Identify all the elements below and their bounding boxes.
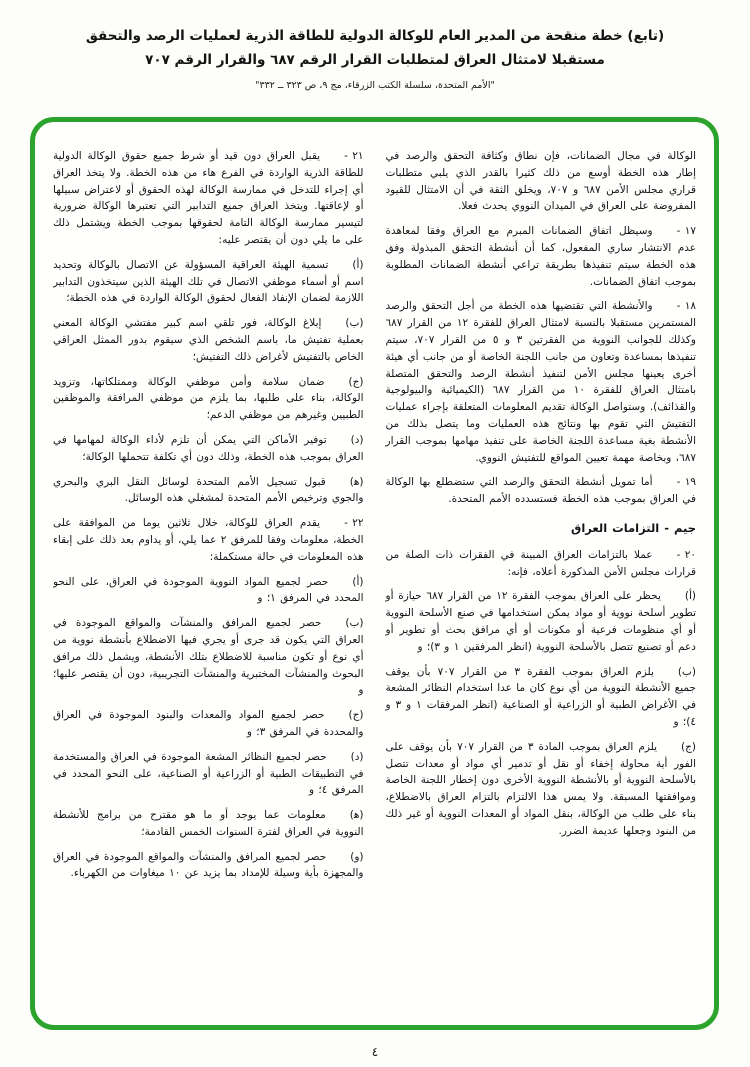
paragraph-label: (و)	[350, 850, 364, 863]
paragraph-label: (د)	[350, 433, 364, 446]
column-right	[386, 148, 697, 1007]
paragraph-label: (ب)	[677, 665, 696, 678]
paragraph: ١٨ -والأنشطة التي تقتضيها هذه الخطة من أجل التحقق والرصد المستمرين مستقبلا بالنسبة لامتثال العراق للفقرة ١٢ من القرار ٦٨٧ وكذلك للجوانب النووية من الفقرتين ٣ و ٥ من القرار ٧٠٧، سيتم تنفيذها بمساعدة وتعاون من جانب اللجنة الخاصة أو من جانب أي هيئة أخرى يعينها مجلس الأمن لتنفيذ أنشطة الرصد والتحقق المتصلة بامتثال العراق للفقرة ١٠ من القرار ٦٨٧ (الكيميائية والبيولوجية والقذائف). وستواصل الوكالة تقديم المعلومات المتعلقة بإجراء عمليات التفتيش التي تقوم بها ونتائج هذه العمليات وما يتصل بذلك من الأنشطة بغية مساعدة اللجنة الخاصة على تنفيذ مهامها بموجب القرار ٦٨٧، وبخاصة مهمة تعيين المواقع للتفتيش النووي.	[385, 300, 696, 464]
paragraph-label: (أ)	[352, 258, 364, 271]
header-title-line2: مستقبلا لامتثال العراق لمتطلبات القرار الرقم ٦٨٧ والقرار الرقم ٧٠٧	[145, 52, 605, 68]
paragraph: (ج)ضمان سلامة وأمن موظفي الوكالة وممتلكاتها، وتزويد الوكالة، بناء على طلبها، بما يلزم من موظفي المرافقة والموظفين الطبيين وغيرهم من موظفي الدعم؛	[53, 375, 364, 422]
header-citation: "الأمم المتحدة، سلسلة الكتب الزرقاء، مج ٩، ص ٣٢٣ ــ ٣٣٢"	[255, 80, 495, 91]
paragraph-label: (ﻫ)	[349, 809, 364, 822]
paragraph: (ب)إبلاغ الوكالة، فور تلقي اسم كبير مفتشي الوكالة المعني بعملية تفتيش ما، باسم الشخص الذي سيقوم بدور الممثل العراقي الخاص بالتفتيش لأغراض ذلك التفتيش؛	[53, 317, 364, 363]
paragraph: (و)حصر لجميع المرافق والمنشآت والمواقع الموجودة في العراق والمجهزة بأية وسيلة للإمداد بما يزيد عن ١٠ ميغاوات من الكهرباء.	[53, 850, 364, 880]
paragraph: (ب)حصر لجميع المرافق والمنشآت والمواقع الموجودة في العراق التي يكون قد جرى أو يجري فيها الاضطلاع بأنشطة نووية من أي نوع أو تكون مناسبة للاضطلاع بتلك الأنشطة، ويشمل ذلك مرافق البحوث والمنشآت المختبرية والمنشآت التجريبية، دون أن يقتصر عليها؛ و	[53, 617, 364, 697]
paragraph-label: (أ)	[352, 575, 364, 588]
paragraph-label: ١٩ -	[676, 476, 696, 489]
text-columns	[53, 148, 696, 1007]
paragraph: (أ)يحظر على العراق بموجب الفقرة ١٢ من القرار ٦٨٧ حيازة أو تطوير أسلحة نووية أو مواد يمكن استخدامها في صنع الأسلحة النووية أو أي منظومات فرعية أو مكونات أو أي مرافق بحث أو تطوير أو دعم أو تصنيع تتصل بالأسلحة النووية (انظر المرفقين ١ و ٣)؛ و	[385, 590, 696, 653]
page-number: ٤	[371, 1045, 379, 1059]
paragraph: (ج)حصر لجميع المواد والمعدات والبنود الموجودة في العراق والمحددة في المرفق ٣؛ و	[53, 709, 364, 738]
content-frame	[30, 117, 719, 1030]
paragraph-label: (ب)	[345, 317, 364, 330]
paragraph: (ب)يلزم العراق بموجب الفقرة ٣ من القرار ٧٠٧ بأن يوقف جميع الأنشطة النووية من أي نوع كان ما عدا استخدام النظائر المشعة في الأغراض الطبية أو الزراعية أو الصناعية (انظر المرفقات ١ و ٣ و ٤)؛ و	[385, 665, 696, 728]
section-heading: جيم - التزامات العراق	[571, 520, 696, 535]
paragraph-label: ٢٢ -	[344, 517, 364, 530]
paragraph: (أ)تسمية الهيئة العراقية المسؤولة عن الاتصال بالوكالة وتحديد اسم أو أسماء موظفي الاتصال في تلك الهيئة الذين سيتخذون التدابير اللازمة لضمان الإنفاذ الفعال لحقوق الوكالة الواردة في هذه الخطة؛	[53, 258, 364, 305]
document-header	[0, 0, 750, 91]
paragraph: الوكالة في مجال الضمانات، فإن نطاق وكثافة التحقق والرصد في إطار هذه الخطة أوسع من ذلك كثيرا بالقدر الذي يلبي متطلبات قراري مجلس الأمن ٦٨٧ و ٧٠٧، ويخلق الثقة في أن الامتثال للقيود المفروضة على العراق في الميدان النووي يحدث فعلا.	[385, 150, 696, 213]
paragraph: (د)توفير الأماكن التي يمكن أن تلزم لأداء الوكالة لمهامها في العراق بموجب هذه الخطة، وذلك دون أي تكلفة تتحملها الوكالة؛	[53, 433, 364, 463]
column-left	[53, 148, 364, 1007]
paragraph: (ﻫ)معلومات عما يوجد أو ما هو مقترح من برامج للأنشطة النووية في العراق لفترة السنوات الخمس القادمة؛	[53, 809, 364, 838]
paragraph-label: (ﻫ)	[349, 475, 364, 488]
paragraph-label: ١٧ -	[676, 225, 696, 238]
paragraph-label: (ج)	[681, 740, 696, 753]
paragraph-label: (أ)	[684, 590, 696, 603]
paragraph-label: ١٨ -	[676, 300, 696, 313]
paragraph: ١٧ -وسيظل اتفاق الضمانات المبرم مع العراق وفقا لمعاهدة عدم الانتشار ساري المفعول، كما أن أنشطة التحقق المبذولة وفق هذه الخطة سيتم تنفيذها بطريقة تراعي أنشطة الضمانات المطلوبة بموجب اتفاق الضمانات.	[385, 225, 696, 288]
paragraph: (أ)حصر لجميع المواد النووية الموجودة في العراق، على النحو المحدد في المرفق ١؛ و	[53, 575, 364, 605]
paragraph: ٢٢ -يقدم العراق للوكالة، خلال ثلاثين يوما من الموافقة على الخطة، معلومات وفقا للمرفق ٢ عما يلي، أو يداوم بعد ذلك على إبقاء هذه المعلومات في حالة مستكملة:	[53, 517, 364, 563]
paragraph: (ج)يلزم العراق بموجب المادة ٣ من القرار ٧٠٧ بأن يوقف على الفور أية محاولة إخفاء أو نقل أو تدمير أي مواد أو معدات تتصل بالأسلحة النووية أو بالأنشطة النووية الأخرى دون إخطار اللجنة الخاصة وموافقتها المسبقة. ولا يمس هذا الالتزام بالتزام العراق بالاضطلاع، بناء على طلب من الوكالة، بنقل المواد أو المعدات النووية أو غير ذلك من البنود وجعلها عديمة الضرر.	[385, 740, 696, 837]
header-title-line1: (تابع) خطة منقحة من المدير العام للوكالة الدولية للطاقة الذرية لعمليات الرصد والتحقق	[85, 28, 665, 44]
paragraph-label: (د)	[350, 750, 364, 763]
paragraph-label: ٢٠ -	[676, 548, 696, 561]
page-footer	[0, 1045, 750, 1059]
paragraph-label: (ج)	[348, 375, 364, 388]
paragraph: (د)حصر لجميع النظائر المشعة الموجودة في العراق والمستخدمة في التطبيقات الطبية أو الزراعية أو الصناعية، على النحو المحدد في المرفق ٤؛ و	[53, 750, 364, 797]
paragraph-label: (ب)	[345, 617, 364, 630]
paragraph-label: (ج)	[348, 709, 364, 722]
paragraph: ٢١ -يقبل العراق دون قيد أو شرط جميع حقوق الوكالة الدولية للطاقة الذرية الواردة في الفرع هاء من هذه الخطة. ولا يتخذ العراق أي إجراء للتدخل في ممارسة الوكالة لهذه الحقوق أو لاعتراض سبيلها أو لإعاقتها. ويتخذ العراق جميع التدابير التي تعتبرها الوكالة ضرورية لتيسير ممارسة الوكالة التامة لحقوقها بموجب الخطة ويشتمل ذلك على ما يلي دون أن يقتصر عليه:	[53, 150, 364, 246]
paragraph-label: ٢١ -	[344, 150, 364, 162]
paragraph: ١٩ -أما تمويل أنشطة التحقق والرصد التي ستضطلع بها الوكالة في العراق بموجب هذه الخطة فستسدده الأمم المتحدة.	[385, 476, 696, 506]
paragraph: ٢٠ -عملا بالتزامات العراق المبينة في الفقرات ذات الصلة من قرارات مجلس الأمن المذكورة أعلاه، فإنه:	[385, 548, 696, 578]
paragraph: (ﻫ)قبول تسجيل الأمم المتحدة لوسائل النقل البري والبحري والجوي وترخيص الأمم المتحدة لمشغلي هذه الوسائل.	[53, 475, 364, 505]
